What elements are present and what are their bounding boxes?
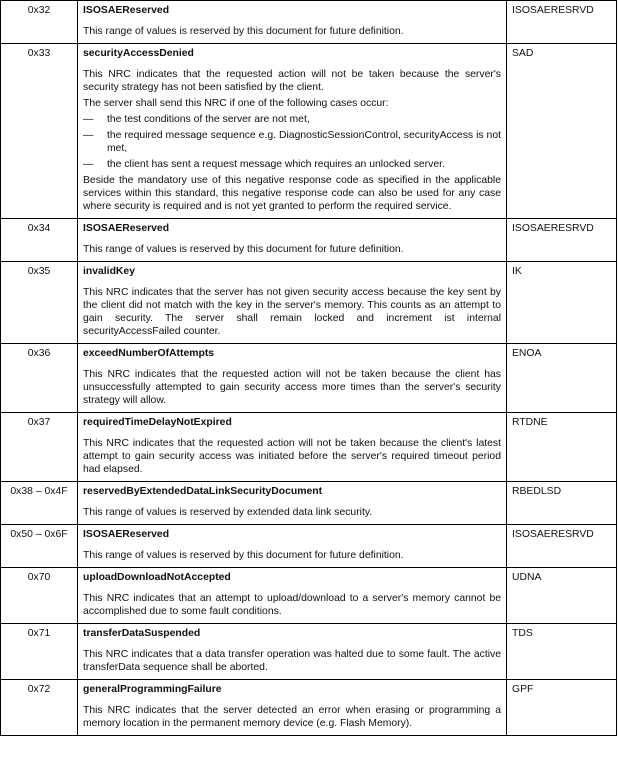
nrc-code: 0x35: [1, 262, 78, 344]
nrc-description: This range of values is reserved by this document for future definition.: [83, 26, 404, 37]
nrc-mnemonic: IK: [507, 262, 617, 344]
nrc-mnemonic: ISOSAERESRVD: [507, 525, 617, 568]
nrc-code: 0x72: [1, 680, 78, 736]
table-row: [1, 413, 617, 482]
nrc-description-cell: [78, 219, 507, 262]
nrc-mnemonic: RBEDLSD: [507, 482, 617, 525]
nrc-description-cell: [78, 413, 507, 482]
table-row: [1, 680, 617, 736]
nrc-description: This NRC indicates that the requested action will not be taken because the client has unsuccessfully attempted to gain security access more times than the server's security strategy will allow.: [83, 369, 501, 406]
nrc-code: 0x50 – 0x6F: [1, 525, 78, 568]
nrc-description-cell: [78, 624, 507, 680]
nrc-mnemonic: GPF: [507, 680, 617, 736]
nrc-note: Beside the mandatory use of this negative response code as specified in the applicable services within this standard, this negative response code can also be used for any case where security is required and is not yet granted to perform the required service.: [83, 175, 501, 212]
nrc-name: ISOSAEReserved: [83, 529, 170, 540]
table-row: [1, 344, 617, 413]
nrc-code: 0x33: [1, 44, 78, 219]
nrc-name: ISOSAEReserved: [83, 5, 170, 16]
nrc-code: 0x32: [1, 1, 78, 44]
nrc-description: This range of values is reserved by extended data link security.: [83, 507, 373, 518]
nrc-mnemonic: ISOSAERESRVD: [507, 219, 617, 262]
nrc-mnemonic: TDS: [507, 624, 617, 680]
nrc-name: exceedNumberOfAttempts: [83, 348, 215, 359]
nrc-description-cell: [78, 44, 507, 219]
nrc-mnemonic: ENOA: [507, 344, 617, 413]
table-row: [1, 482, 617, 525]
nrc-description-cell: [78, 344, 507, 413]
table-row: [1, 262, 617, 344]
nrc-name: transferDataSuspended: [83, 628, 201, 639]
nrc-name: requiredTimeDelayNotExpired: [83, 417, 232, 428]
nrc-mnemonic: ISOSAERESRVD: [507, 1, 617, 44]
nrc-description-cell: [78, 262, 507, 344]
table-row: [1, 568, 617, 624]
nrc-description-cell: [78, 482, 507, 525]
nrc-description-cell: [78, 525, 507, 568]
table-row: [1, 1, 617, 44]
nrc-code: 0x71: [1, 624, 78, 680]
table-row: [1, 624, 617, 680]
nrc-mnemonic: UDNA: [507, 568, 617, 624]
nrc-description-cell: [78, 568, 507, 624]
nrc-mnemonic: RTDNE: [507, 413, 617, 482]
condition-item: — the client has sent a request message which requires an unlocked server.: [83, 158, 501, 171]
table-row: [1, 44, 617, 219]
nrc-description: This NRC indicates that the requested action will not be taken because the server's security strategy has not been satisfied by the client.: [83, 69, 501, 93]
nrc-code: 0x36: [1, 344, 78, 413]
nrc-description-cell: [78, 680, 507, 736]
table-row: [1, 525, 617, 568]
nrc-name: reservedByExtendedDataLinkSecurityDocument: [83, 486, 323, 497]
nrc-code: 0x34: [1, 219, 78, 262]
nrc-description: This NRC indicates that a data transfer operation was halted due to some fault. The active transferData sequence shall be aborted.: [83, 649, 501, 673]
nrc-description: This NRC indicates that an attempt to upload/download to a server's memory cannot be accomplished due to some fault conditions.: [83, 593, 501, 617]
nrc-name: invalidKey: [83, 266, 135, 277]
nrc-description: This range of values is reserved by this document for future definition.: [83, 244, 404, 255]
condition-item: — the required message sequence e.g. DiagnosticSessionControl, securityAccess is not met,: [83, 129, 501, 155]
nrc-name: uploadDownloadNotAccepted: [83, 572, 231, 583]
nrc-code: 0x38 – 0x4F: [1, 482, 78, 525]
nrc-name: generalProgrammingFailure: [83, 684, 222, 695]
nrc-description: This NRC indicates that the server has not given security access because the key sent by the client did not match with the key in the server's memory. This counts as an attempt to gain security. The server shall remain locked and increment ist internal securityAccessFailed counter.: [83, 287, 501, 337]
nrc-name: securityAccessDenied: [83, 48, 194, 59]
nrc-description: This NRC indicates that the requested action will not be taken because the client's latest attempt to gain security access was initiated before the server's required timeout period had elapsed.: [83, 438, 501, 475]
nrc-mnemonic: SAD: [507, 44, 617, 219]
nrc-description: The server shall send this NRC if one of the following cases occur:: [83, 98, 389, 109]
nrc-name: ISOSAEReserved: [83, 223, 170, 234]
nrc-description-cell: [78, 1, 507, 44]
nrc-description: This NRC indicates that the server detected an error when erasing or programming a memory location in the permanent memory device (e.g. Flash Memory).: [83, 705, 501, 729]
table-row: [1, 219, 617, 262]
nrc-table-body: [1, 1, 617, 736]
condition-list: [83, 113, 501, 171]
condition-item: — the test conditions of the server are not met,: [83, 113, 501, 126]
nrc-code: 0x70: [1, 568, 78, 624]
nrc-code: 0x37: [1, 413, 78, 482]
nrc-description: This range of values is reserved by this document for future definition.: [83, 550, 404, 561]
